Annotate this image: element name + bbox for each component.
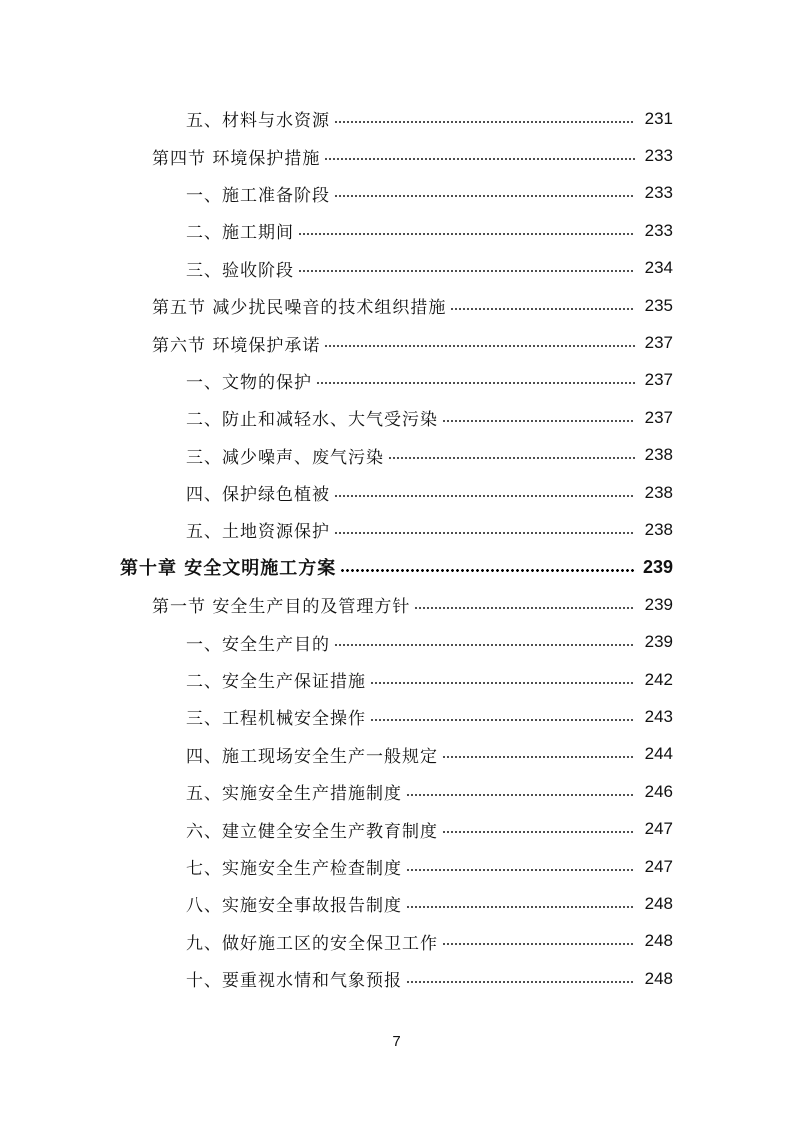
toc-entry-label: 一、文物的保护 (186, 372, 312, 393)
toc-entry-label: 三、验收阶段 (186, 260, 294, 281)
toc-entry-page: 238 (644, 482, 673, 502)
toc-entry-label: 七、实施安全生产检查制度 (186, 859, 402, 879)
dot-leader (442, 756, 635, 758)
toc-entry[interactable] (0, 399, 793, 436)
toc-entry-label: 六、建立健全安全生产教育制度 (186, 821, 438, 842)
toc-entry[interactable] (0, 212, 793, 249)
dot-leader (406, 869, 635, 871)
toc-entry[interactable] (0, 960, 793, 997)
dot-leader (370, 682, 635, 684)
toc-entry-page: 243 (644, 706, 673, 726)
dot-leader (298, 233, 635, 235)
table-of-contents (0, 100, 793, 997)
toc-entry-page: 239 (642, 556, 673, 577)
toc-entry[interactable] (0, 848, 793, 885)
toc-entry[interactable] (0, 100, 793, 137)
toc-entry-label: 三、减少噪声、废气污染 (186, 447, 384, 468)
toc-entry[interactable] (0, 362, 793, 399)
dot-leader (340, 569, 635, 572)
toc-entry-page: 242 (644, 669, 673, 689)
dot-leader (334, 644, 635, 646)
toc-entry-page: 246 (644, 781, 673, 801)
toc-entry-label: 第一节 安全生产目的及管理方针 (152, 597, 411, 618)
toc-entry-page: 233 (644, 146, 673, 166)
toc-entry[interactable] (0, 736, 793, 773)
toc-entry[interactable] (0, 773, 793, 810)
toc-entry-page: 239 (644, 594, 673, 614)
toc-entry-page: 234 (644, 258, 673, 278)
toc-entry[interactable] (0, 175, 793, 212)
toc-entry-page: 237 (644, 333, 673, 353)
toc-entry[interactable] (0, 324, 793, 361)
dot-leader (414, 607, 635, 609)
toc-entry[interactable] (0, 885, 793, 922)
dot-leader (298, 270, 635, 272)
toc-entry[interactable] (0, 923, 793, 960)
toc-entry-page: 231 (644, 108, 673, 128)
toc-entry-page: 247 (644, 856, 673, 876)
toc-entry-label: 第六节 环境保护承诺 (152, 335, 321, 356)
dot-leader (334, 121, 635, 123)
toc-entry[interactable] (0, 810, 793, 847)
toc-entry-label: 五、实施安全生产措施制度 (186, 784, 402, 805)
dot-leader (406, 906, 635, 908)
toc-entry[interactable] (0, 698, 793, 735)
toc-entry-label: 四、保护绿色植被 (186, 485, 330, 506)
dot-leader (316, 382, 635, 384)
dot-leader (442, 831, 635, 833)
dot-leader (334, 195, 635, 197)
toc-entry-page: 248 (644, 931, 673, 951)
toc-entry-page: 248 (644, 968, 673, 988)
toc-entry[interactable] (0, 287, 793, 324)
toc-entry-label: 二、防止和减轻水、大气受污染 (186, 410, 438, 431)
toc-entry-label: 三、工程机械安全操作 (186, 709, 366, 730)
toc-entry-label: 四、施工现场安全生产一般规定 (186, 746, 438, 767)
page-number: 7 (392, 1033, 401, 1050)
dot-leader (388, 457, 635, 459)
dot-leader (442, 420, 635, 422)
toc-entry-label: 九、做好施工区的安全保卫工作 (186, 933, 438, 954)
toc-chapter-entry[interactable] (0, 549, 793, 586)
toc-entry-page: 235 (644, 295, 673, 315)
toc-entry-label: 一、安全生产目的 (186, 634, 330, 655)
dot-leader (324, 345, 635, 347)
toc-entry-label: 五、土地资源保护 (186, 522, 330, 543)
dot-leader (450, 308, 635, 310)
toc-entry[interactable] (0, 661, 793, 698)
toc-entry-page: 233 (644, 220, 673, 240)
toc-entry[interactable] (0, 137, 793, 174)
toc-entry[interactable] (0, 250, 793, 287)
toc-entry[interactable] (0, 586, 793, 623)
dot-leader (370, 719, 635, 721)
toc-entry-label: 二、安全生产保证措施 (186, 672, 366, 693)
dot-leader (334, 532, 635, 534)
dot-leader (406, 981, 635, 983)
toc-entry-label: 第四节 环境保护措施 (152, 148, 321, 169)
toc-entry-page: 237 (644, 370, 673, 390)
toc-entry-page: 244 (644, 744, 673, 764)
toc-entry-label: 第十章 安全文明施工方案 (120, 558, 337, 580)
toc-entry-page: 239 (644, 632, 673, 652)
toc-entry[interactable] (0, 511, 793, 548)
toc-entry-label: 十、要重视水情和气象预报 (186, 971, 402, 992)
dot-leader (442, 943, 635, 945)
toc-entry-page: 237 (644, 407, 673, 427)
toc-entry-label: 二、施工期间 (186, 223, 294, 244)
toc-entry-label: 五、材料与水资源 (186, 111, 330, 132)
toc-entry[interactable] (0, 474, 793, 511)
toc-entry-page: 233 (644, 183, 673, 203)
toc-entry-label: 八、实施安全事故报告制度 (186, 896, 402, 917)
toc-entry[interactable] (0, 623, 793, 660)
toc-entry-page: 247 (644, 819, 673, 839)
toc-entry[interactable] (0, 437, 793, 474)
toc-entry-page: 248 (644, 893, 673, 913)
dot-leader (406, 794, 635, 796)
toc-entry-label: 一、施工准备阶段 (186, 185, 330, 206)
dot-leader (324, 158, 635, 160)
toc-entry-label: 第五节 减少扰民噪音的技术组织措施 (152, 298, 447, 319)
toc-entry-page: 238 (644, 519, 673, 539)
dot-leader (334, 495, 635, 497)
toc-entry-page: 238 (644, 445, 673, 465)
